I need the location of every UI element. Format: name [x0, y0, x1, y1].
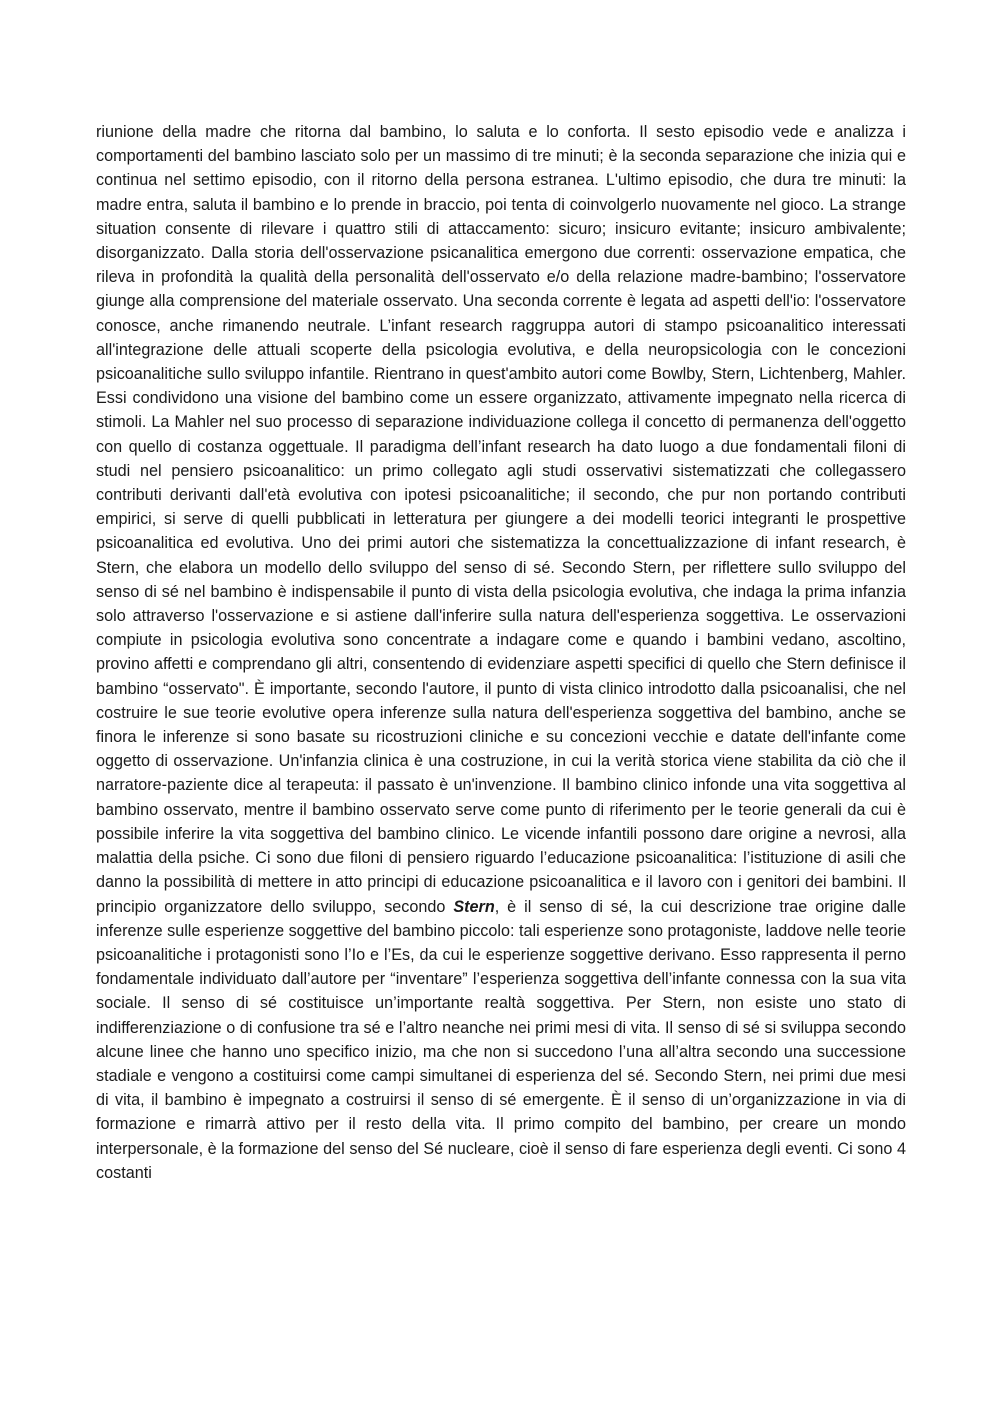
bold-author-name: Stern	[453, 897, 495, 916]
document-page	[96, 120, 906, 1185]
body-paragraph	[96, 120, 906, 1185]
paragraph-text-after: , è il senso di sé, la cui descrizione trae origine dalle inferenze sulle esperienze soggettive del bambino piccolo: tali esperienze sono protagoniste, laddove nelle teorie psicoanalitiche i protagonisti sono l’Io e l’Es, da cui le esperienze soggettive derivano. Esso rappresenta il perno fondamentale individuato dall’autore per “inventare” l’esperienza soggettiva dell’infante connessa con la sua vita sociale. Il senso di sé costituisce un’importante realtà soggettiva. Per Stern, non esiste uno stato di indifferenziazione o di confusione tra sé e l’altro neanche nei primi mesi di vita. Il senso di sé si sviluppa secondo alcune linee che hanno uno specifico inizio, ma che non si succedono l’una all’altra secondo una successione stadiale e vengono a costituirsi come campi simultanei di esperienza del sé. Secondo Stern, nei primi due mesi di vita, il bambino è impegnato a costruirsi il senso di sé emergente. È il senso di un’organizzazione in via di formazione e rimarrà attivo per il resto della vita. Il primo compito del bambino, per creare un mondo interpersonale, è la formazione del senso del Sé nucleare, cioè il senso di fare esperienza degli eventi. Ci sono 4 costanti	[96, 897, 906, 1182]
paragraph-text-before: riunione della madre che ritorna dal bambino, lo saluta e lo conforta. Il sesto episodio vede e analizza i comportamenti del bambino lasciato solo per un massimo di tre minuti; è la seconda separazione che inizia qui e continua nel settimo episodio, con il ritorno della persona estranea. L'ultimo episodio, che dura tre minuti: la madre entra, saluta il bambino e lo prende in braccio, poi tenta di coinvolgerlo nuovamente nel gioco. La strange situation consente di rilevare i quattro stili di attaccamento: sicuro; insicuro evitante; insicuro ambivalente; disorganizzato. Dalla storia dell'osservazione psicanalitica emergono due correnti: osservazione empatica, che rileva in profondità la qualità della personalità dell'osservato e/o della relazione madre-bambino; l'osservatore giunge alla comprensione del materiale osservato. Una seconda corrente è legata ad aspetti dell'io: l'osservatore conosce, anche rimanendo neutrale. L’infant research raggruppa autori di stampo psicoanalitico interessati all'integrazione delle attuali scoperte della psicologia evolutiva, e della neuropsicologia con le concezioni psicoanalitiche sullo sviluppo infantile. Rientrano in quest'ambito autori come Bowlby, Stern, Lichtenberg, Mahler. Essi condividono una visione del bambino come un essere organizzato, attivamente impegnato nella ricerca di stimoli. La Mahler nel suo processo di separazione individuazione collega il concetto di permanenza dell'oggetto con quello di costanza oggettuale. Il paradigma dell’infant research ha dato luogo a due fondamentali filoni di studi nel pensiero psicoanalitico: un primo collegato agli studi osservativi sistematizzati che collegassero contributi derivanti dall'età evolutiva con ipotesi psicoanalitiche; il secondo, che pur non portando contributi empirici, si serve di quelli pubblicati in letteratura per giungere a dei modelli teorici integranti le prospettive psicoanalitica ed evolutiva. Uno dei primi autori che sistematizza la concettualizzazione di infant research, è Stern, che elabora un modello dello sviluppo del senso di sé. Secondo Stern, per riflettere sullo sviluppo del senso di sé nel bambino è indispensabile il punto di vista della psicologia evolutiva, che indaga la prima infanzia solo attraverso l'osservazione e si astiene dall'inferire sulla natura dell'esperienza soggettiva. Le osservazioni compiute in psicologia evolutiva sono concentrate a indagare come e quando i bambini vedano, ascoltino, provino affetti e comprendano gli altri, consentendo di evidenziare aspetti specifici di quello che Stern definisce il bambino “osservato". È importante, secondo l'autore, il punto di vista clinico introdotto dalla psicoanalisi, che nel costruire le sue teorie evolutive opera inferenze sulla natura dell'esperienza soggettiva del bambino, anche se finora le inferenze si sono basate su ricostruzioni cliniche e su concezioni vecchie e datate dell'infante come oggetto di osservazione. Un'infanzia clinica è una costruzione, in cui la verità storica viene stabilita da ciò che il narratore-paziente dice al terapeuta: il passato è un'invenzione. Il bambino clinico infonde una vita soggettiva al bambino osservato, mentre il bambino osservato serve come punto di riferimento per le teorie generali da cui è possibile inferire la vita soggettiva del bambino clinico. Le vicende infantili possono dare origine a nevrosi, alla malattia della psiche. Ci sono due filoni di pensiero riguardo l’educazione psicoanalitica: l’istituzione di asili che danno la possibilità di mettere in atto principi di educazione psicoanalitica e il lavoro con i genitori dei bambini. Il principio organizzatore dello sviluppo, secondo	[96, 123, 906, 916]
